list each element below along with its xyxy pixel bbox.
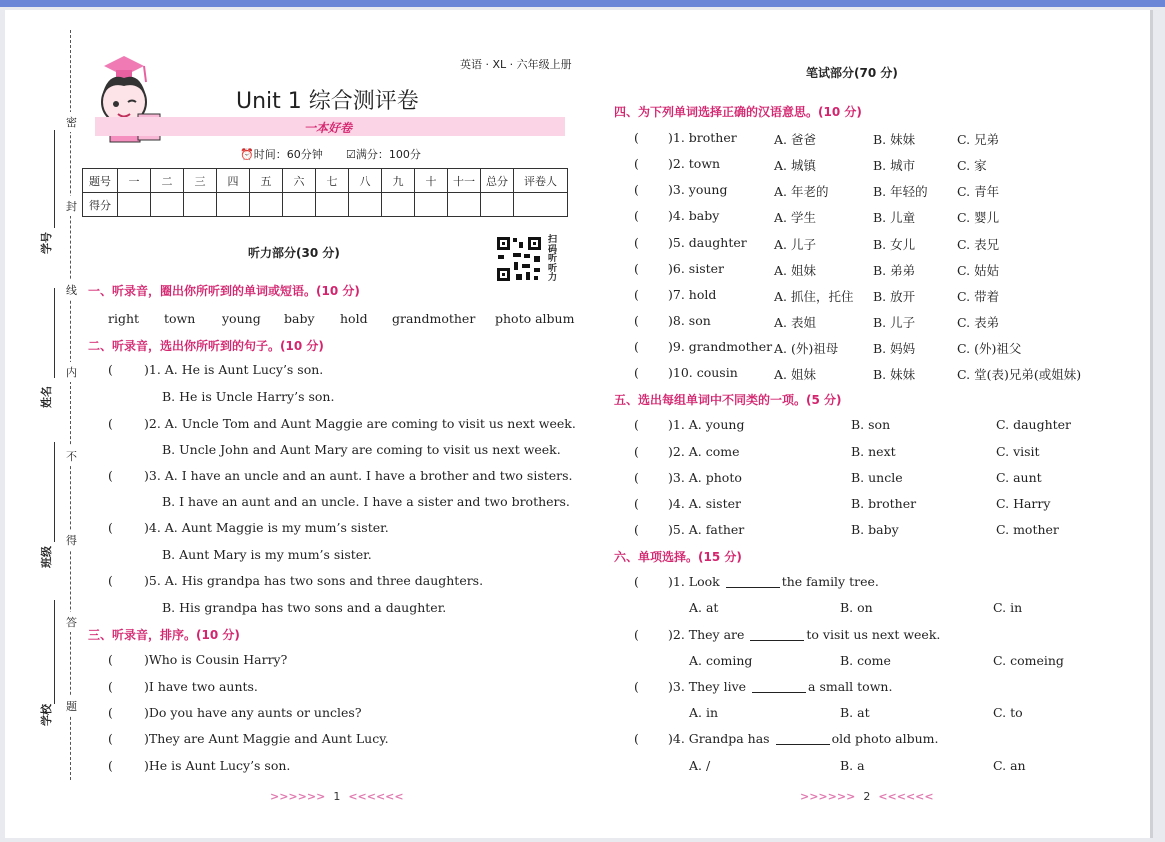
binding-char: 得 xyxy=(66,530,77,550)
score-cell[interactable] xyxy=(283,193,316,217)
score-cell[interactable] xyxy=(514,193,568,217)
binding-char: 题 xyxy=(66,696,77,716)
binding-char: 答 xyxy=(66,612,77,632)
score-cell[interactable] xyxy=(349,193,382,217)
choice-c: C. in xyxy=(993,600,1023,615)
choice-c: C. 堂(表)兄弟(或姐妹) xyxy=(957,367,1082,382)
choice-b: B. 妹妹 xyxy=(873,367,916,382)
blank-line[interactable] xyxy=(752,692,806,693)
choice-b: B. 年轻的 xyxy=(873,184,928,199)
blank-line[interactable] xyxy=(776,744,830,745)
binding-char: 线 xyxy=(66,280,77,300)
answer-bracket[interactable]: ( xyxy=(634,470,639,485)
answer-bracket[interactable]: ( xyxy=(634,182,639,197)
binding-dashed-line xyxy=(70,30,71,780)
student-id-line xyxy=(54,130,55,228)
choice-a: A. in xyxy=(689,705,719,720)
choice-b: B. son xyxy=(851,417,891,432)
word-option[interactable]: hold xyxy=(340,311,368,326)
choice-c: C. mother xyxy=(996,522,1059,537)
choice-c: C. aunt xyxy=(996,470,1042,485)
vocab-word: )7. hold xyxy=(668,287,717,302)
choice-b: B. 城市 xyxy=(873,158,916,173)
score-table xyxy=(82,168,568,217)
choice-a: A. 姐妹 xyxy=(774,263,816,278)
choice-c: C. to xyxy=(993,705,1023,720)
table-cell: 七 xyxy=(316,169,349,193)
answer-bracket[interactable]: ( xyxy=(634,235,639,250)
answer-bracket[interactable]: ( xyxy=(634,156,639,171)
section-3-title: 三、听录音，排序。(10 分) xyxy=(88,628,240,642)
choice-a: A. 姐妹 xyxy=(774,367,816,382)
choice-b: B. on xyxy=(840,600,873,615)
vocab-word: )6. sister xyxy=(668,261,724,276)
answer-bracket[interactable]: ( xyxy=(634,339,639,354)
word-option[interactable]: right xyxy=(108,311,140,326)
question-stem: )1. Look the family tree. xyxy=(668,574,879,589)
choice-b: B. 儿子 xyxy=(873,315,916,330)
page-number-left: >>>>>> 1 <<<<<< xyxy=(270,790,404,803)
question-option-b: B. Uncle John and Aunt Mary are coming to visit us next week. xyxy=(162,442,561,457)
answer-bracket[interactable]: ( xyxy=(634,287,639,302)
table-cell: 十一 xyxy=(448,169,481,193)
score-cell[interactable] xyxy=(250,193,283,217)
page-number-right: >>>>>> 2 <<<<<< xyxy=(800,790,934,803)
table-cell: 四 xyxy=(217,169,250,193)
score-cell[interactable] xyxy=(184,193,217,217)
answer-bracket[interactable]: ( xyxy=(634,679,639,694)
question-option-b: B. I have an aunt and an uncle. I have a sister and two brothers. xyxy=(162,494,570,509)
choice-a: A. (外)祖母 xyxy=(774,341,839,356)
choice-a: A. 表姐 xyxy=(774,315,816,330)
choice-c: C. 表弟 xyxy=(957,315,1000,330)
choice-a: )3. A. photo xyxy=(668,470,742,485)
order-item: )Do you have any aunts or uncles? xyxy=(144,705,362,720)
blank-line[interactable] xyxy=(726,587,780,588)
written-title: 笔试部分(70 分) xyxy=(806,66,898,80)
choice-b: B. 女儿 xyxy=(873,237,916,252)
choice-c: C. 带着 xyxy=(957,289,1000,304)
table-cell: 六 xyxy=(283,169,316,193)
choice-c: C. 兄弟 xyxy=(957,132,1000,147)
choice-a: A. 学生 xyxy=(774,210,816,225)
question-option-b: B. Aunt Mary is my mum’s sister. xyxy=(162,547,372,562)
section-1-title: 一、听录音，圈出你所听到的单词或短语。(10 分) xyxy=(88,284,360,298)
question-option-a: )3. A. I have an uncle and an aunt. I have a brother and two sisters. xyxy=(144,468,573,483)
school-line xyxy=(54,600,55,704)
brand-label: 一本好卷 xyxy=(304,121,353,135)
blank-line[interactable] xyxy=(750,640,804,641)
binding-char: 封 xyxy=(66,196,77,216)
qr-caption: 扫码听听力 xyxy=(548,235,558,283)
answer-bracket[interactable]: ( xyxy=(108,520,113,535)
class-line xyxy=(54,442,55,542)
choice-b: B. 弟弟 xyxy=(873,263,916,278)
answer-bracket[interactable]: ( xyxy=(108,362,113,377)
order-item: )He is Aunt Lucy’s son. xyxy=(144,758,291,773)
vocab-word: )10. cousin xyxy=(668,365,738,380)
score-cell[interactable] xyxy=(415,193,448,217)
choice-a: )4. A. sister xyxy=(668,496,741,511)
binding-char: 密 xyxy=(66,112,77,132)
answer-bracket[interactable]: ( xyxy=(108,705,113,720)
order-item: )Who is Cousin Harry? xyxy=(144,652,288,667)
choice-b: B. brother xyxy=(851,496,917,511)
choice-a: A. coming xyxy=(689,653,753,668)
choice-b: B. come xyxy=(840,653,891,668)
binding-char: 不 xyxy=(66,446,77,466)
choice-b: B. 妹妹 xyxy=(873,132,916,147)
table-cell: 二 xyxy=(151,169,184,193)
answer-bracket[interactable]: ( xyxy=(108,468,113,483)
answer-bracket[interactable]: ( xyxy=(108,573,113,588)
choice-c: C. visit xyxy=(996,444,1040,459)
table-cell: 一 xyxy=(118,169,151,193)
table-cell: 得分 xyxy=(83,193,118,217)
answer-bracket[interactable]: ( xyxy=(108,679,113,694)
table-cell: 九 xyxy=(382,169,415,193)
question-option-b: B. He is Uncle Harry’s son. xyxy=(162,389,335,404)
word-option[interactable]: young xyxy=(222,311,261,326)
choice-a: A. / xyxy=(689,758,711,773)
time-info: ⏰时间：60分钟 xyxy=(240,148,323,161)
qr-code-icon[interactable] xyxy=(496,236,542,282)
answer-bracket[interactable]: ( xyxy=(108,652,113,667)
subject-label: 英语 · XL · 六年级上册 xyxy=(460,58,572,71)
score-cell[interactable] xyxy=(316,193,349,217)
score-cell[interactable] xyxy=(151,193,184,217)
choice-a: )1. A. young xyxy=(668,417,745,432)
answer-bracket[interactable]: ( xyxy=(634,574,639,589)
vocab-word: )4. baby xyxy=(668,208,720,223)
question-option-a: )4. A. Aunt Maggie is my mum’s sister. xyxy=(144,520,389,535)
checkbox-icon: ☑ xyxy=(346,148,356,161)
choice-a: )2. A. come xyxy=(668,444,740,459)
choice-b: B. baby xyxy=(851,522,899,537)
choice-a: A. at xyxy=(689,600,719,615)
answer-bracket[interactable]: ( xyxy=(634,627,639,642)
section-4-title: 四、为下列单词选择正确的汉语意思。(10 分) xyxy=(614,105,862,119)
question-stem: )4. Grandpa has old photo album. xyxy=(668,731,939,746)
binding-char: 内 xyxy=(66,362,77,382)
table-cell: 五 xyxy=(250,169,283,193)
vocab-word: )3. young xyxy=(668,182,728,197)
window-top-bar xyxy=(0,0,1165,7)
answer-bracket[interactable]: ( xyxy=(634,731,639,746)
name-label: 姓名 xyxy=(40,386,53,408)
choice-c: C. 婴儿 xyxy=(957,210,1000,225)
vocab-word: )1. brother xyxy=(668,130,737,145)
choice-c: C. Harry xyxy=(996,496,1051,511)
choice-b: B. uncle xyxy=(851,470,903,485)
table-cell: 总分 xyxy=(481,169,514,193)
answer-bracket[interactable]: ( xyxy=(634,208,639,223)
table-row xyxy=(83,169,568,193)
name-line xyxy=(54,288,55,378)
answer-bracket[interactable]: ( xyxy=(634,313,639,328)
answer-bracket[interactable]: ( xyxy=(634,261,639,276)
answer-bracket[interactable]: ( xyxy=(108,731,113,746)
vocab-word: )9. grandmother xyxy=(668,339,773,354)
table-cell: 三 xyxy=(184,169,217,193)
score-cell[interactable] xyxy=(217,193,250,217)
choice-b: B. at xyxy=(840,705,870,720)
choice-b: B. 放开 xyxy=(873,289,916,304)
score-info: ☑满分：100分 xyxy=(346,148,421,161)
choice-a: A. 儿子 xyxy=(774,237,816,252)
question-stem: )3. They live a small town. xyxy=(668,679,893,694)
word-option[interactable]: town xyxy=(164,311,196,326)
answer-bracket[interactable]: ( xyxy=(634,417,639,432)
word-option[interactable]: photo album xyxy=(495,311,575,326)
vocab-word: )2. town xyxy=(668,156,721,171)
answer-bracket[interactable]: ( xyxy=(108,416,113,431)
section-5-title: 五、选出每组单词中不同类的一项。(5 分) xyxy=(614,393,842,407)
question-stem: )2. They are to visit us next week. xyxy=(668,627,941,642)
vocab-word: )5. daughter xyxy=(668,235,747,250)
answer-bracket[interactable]: ( xyxy=(634,496,639,511)
choice-b: B. a xyxy=(840,758,865,773)
choice-a: A. 城镇 xyxy=(774,158,816,173)
table-cell: 八 xyxy=(349,169,382,193)
section-2-title: 二、听录音，选出你所听到的句子。(10 分) xyxy=(88,339,324,353)
question-option-a: )2. A. Uncle Tom and Aunt Maggie are coming to visit us next week. xyxy=(144,416,576,431)
choice-c: C. 姑姑 xyxy=(957,263,1000,278)
order-item: )They are Aunt Maggie and Aunt Lucy. xyxy=(144,731,389,746)
score-cell[interactable] xyxy=(118,193,151,217)
choice-c: C. an xyxy=(993,758,1026,773)
order-item: )I have two aunts. xyxy=(144,679,258,694)
question-option-b: B. His grandpa has two sons and a daughter. xyxy=(162,600,447,615)
answer-bracket[interactable]: ( xyxy=(634,444,639,459)
answer-bracket[interactable]: ( xyxy=(108,758,113,773)
choice-a: A. 抓住，托住 xyxy=(774,289,854,304)
score-cell[interactable] xyxy=(481,193,514,217)
choice-c: C. 表兄 xyxy=(957,237,1000,252)
choice-c: C. (外)祖父 xyxy=(957,341,1022,356)
choice-a: )5. A. father xyxy=(668,522,745,537)
score-cell[interactable] xyxy=(382,193,415,217)
vocab-word: )8. son xyxy=(668,313,711,328)
answer-bracket[interactable]: ( xyxy=(634,130,639,145)
clock-icon: ⏰ xyxy=(240,148,254,161)
table-cell: 评卷人 xyxy=(514,169,568,193)
exam-title: Unit 1 综合测评卷 xyxy=(236,89,419,114)
choice-c: C. 青年 xyxy=(957,184,1000,199)
score-cell[interactable] xyxy=(448,193,481,217)
table-cell: 十 xyxy=(415,169,448,193)
table-row xyxy=(83,193,568,217)
choice-b: B. next xyxy=(851,444,896,459)
answer-bracket[interactable]: ( xyxy=(634,365,639,380)
section-6-title: 六、单项选择。(15 分) xyxy=(614,550,742,564)
choice-c: C. 家 xyxy=(957,158,987,173)
class-label: 班级 xyxy=(40,546,53,568)
choice-b: B. 妈妈 xyxy=(873,341,916,356)
school-label: 学校 xyxy=(40,704,53,726)
word-option[interactable]: baby xyxy=(284,311,315,326)
student-id-label: 学号 xyxy=(40,232,53,254)
listening-title: 听力部分(30 分) xyxy=(248,246,340,260)
choice-c: C. comeing xyxy=(993,653,1064,668)
choice-b: B. 儿童 xyxy=(873,210,916,225)
choice-a: A. 爸爸 xyxy=(774,132,816,147)
answer-bracket[interactable]: ( xyxy=(634,522,639,537)
question-option-a: )1. A. He is Aunt Lucy’s son. xyxy=(144,362,324,377)
choice-c: C. daughter xyxy=(996,417,1072,432)
question-option-a: )5. A. His grandpa has two sons and three daughters. xyxy=(144,573,484,588)
choice-a: A. 年老的 xyxy=(774,184,829,199)
word-option[interactable]: grandmother xyxy=(392,311,476,326)
table-cell: 题号 xyxy=(83,169,118,193)
